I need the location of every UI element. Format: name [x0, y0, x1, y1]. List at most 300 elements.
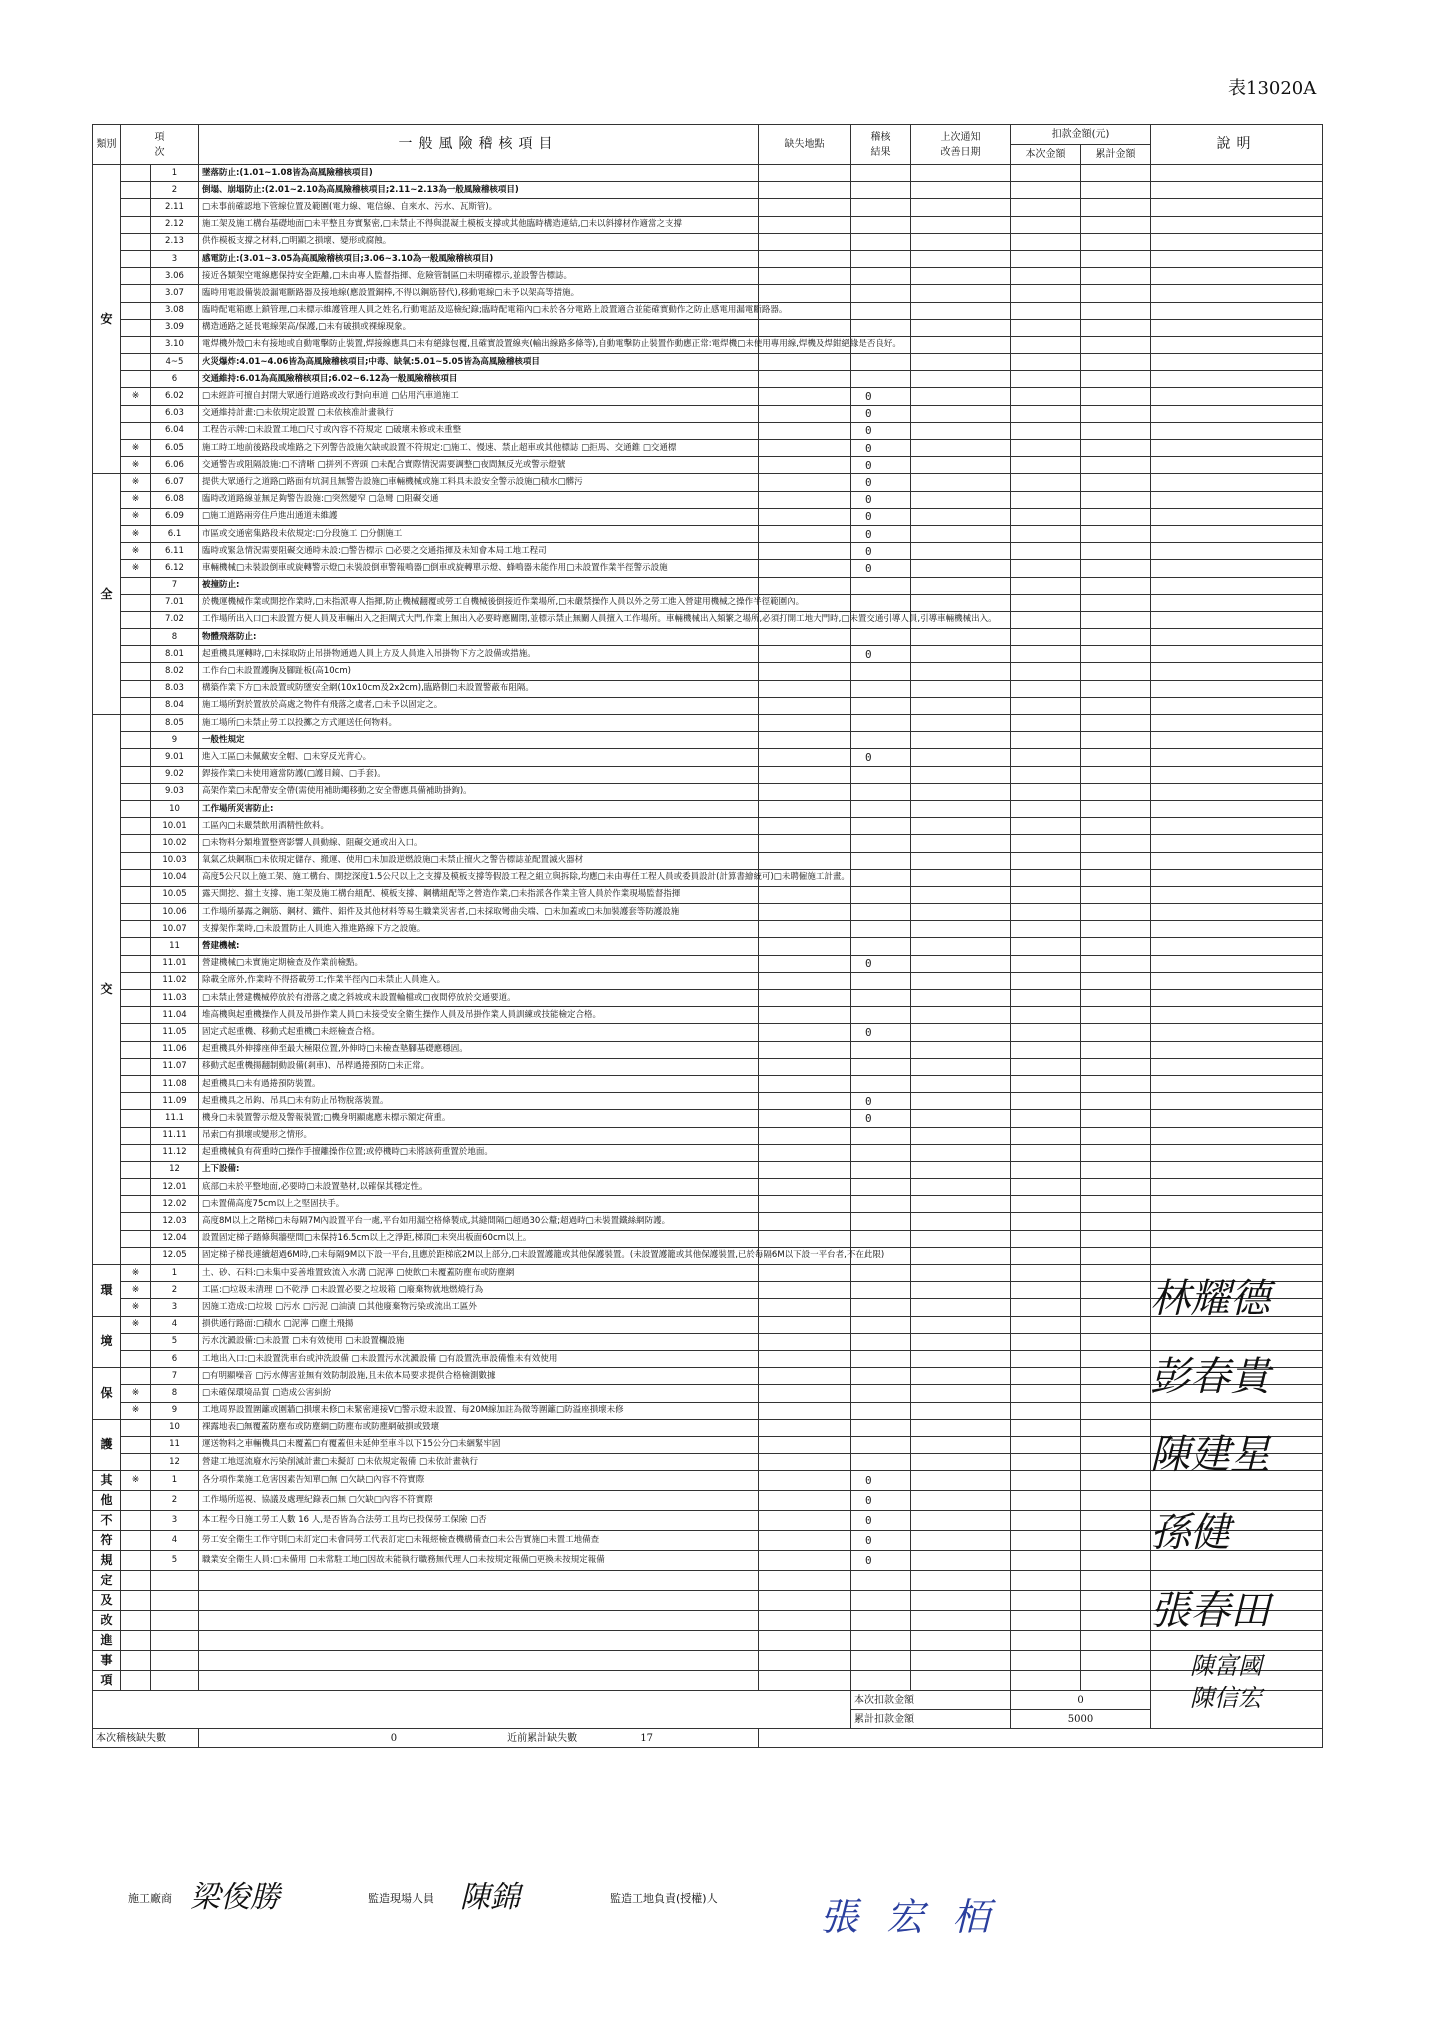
- notice-date: [911, 1144, 1011, 1161]
- deduction-current: [1011, 1436, 1081, 1453]
- remarks-cell: [1151, 835, 1323, 852]
- audit-item-text: 市區或交通密集路段未依規定:□分段施工 □分側施工: [199, 525, 759, 542]
- item-number: 11.09: [151, 1093, 199, 1110]
- remarks-cell: [1151, 1196, 1323, 1213]
- high-risk-mark: [121, 1671, 151, 1691]
- notice-date: [911, 955, 1011, 972]
- audit-result: [851, 302, 911, 319]
- audit-item-text: 施工場所□未禁止勞工以投擲之方式運送任何物料。: [199, 715, 759, 732]
- deduction-current: [1011, 371, 1081, 388]
- deduction-cumulative: [1081, 354, 1151, 371]
- audit-result: [851, 1368, 911, 1385]
- deduction-current: [1011, 388, 1081, 405]
- audit-result: [851, 250, 911, 267]
- item-number: 9: [151, 1402, 199, 1419]
- past-cumulative-value: 17: [640, 1732, 654, 1744]
- deduction-current: [1011, 1471, 1081, 1491]
- high-risk-mark: [121, 1551, 151, 1571]
- defect-location: [759, 1631, 851, 1651]
- audit-item-text: 起重機具□未有過捲預防裝置。: [199, 1075, 759, 1092]
- category-cell: 規: [93, 1551, 121, 1571]
- remarks-cell: [1151, 199, 1323, 216]
- high-risk-mark: ※: [121, 440, 151, 457]
- defect-location: [759, 1179, 851, 1196]
- deduction-current: [1011, 835, 1081, 852]
- defect-location: [759, 199, 851, 216]
- remarks-cell: [1151, 405, 1323, 422]
- deduction-cumulative: [1081, 1024, 1151, 1041]
- audit-result: [851, 285, 911, 302]
- deduction-cumulative: [1081, 1368, 1151, 1385]
- deduction-cumulative: [1081, 990, 1151, 1007]
- table-row: [93, 1333, 1323, 1350]
- item-number: 10.02: [151, 835, 199, 852]
- high-risk-mark: [121, 680, 151, 697]
- remarks-cell: [1151, 921, 1323, 938]
- deduction-cumulative: [1081, 869, 1151, 886]
- deduction-cumulative: [1081, 732, 1151, 749]
- header-audit-items: 一般風險稽核項目: [199, 125, 759, 165]
- audit-item-text: 高度5公尺以上施工架、施工構台、開挖深度1.5公尺以上之支撐及模板支撐等假設工程之組立與拆除,均應□未由專任工程人員或委員設計(計算書繪統可)□未聘僱施工計畫。: [199, 869, 759, 886]
- audit-result: 0: [851, 457, 911, 474]
- defect-location: [759, 268, 851, 285]
- table-row: [93, 1471, 1323, 1491]
- remarks-cell: [1151, 457, 1323, 474]
- remarks-cell: [1151, 749, 1323, 766]
- notice-date: [911, 388, 1011, 405]
- remarks-cell: [1151, 990, 1323, 1007]
- audit-item-text: 交通維持計畫:□未依規定設置 □未依核准計畫執行: [199, 405, 759, 422]
- high-risk-mark: [121, 1651, 151, 1671]
- high-risk-mark: [121, 319, 151, 336]
- defect-location: [759, 1491, 851, 1511]
- audit-item-text: 起重機具外伸撐座伸至最大極限位置,外伸時□未檢查墊腳基礎應穩固。: [199, 1041, 759, 1058]
- deduction-current: [1011, 1551, 1081, 1571]
- notice-date: [911, 886, 1011, 903]
- remarks-cell: [1151, 697, 1323, 714]
- item-number: 1: [151, 1471, 199, 1491]
- defect-location: [759, 1333, 851, 1350]
- item-number: 6.09: [151, 508, 199, 525]
- defect-location: [759, 1454, 851, 1471]
- item-number: 5: [151, 1551, 199, 1571]
- audit-result: [851, 1671, 911, 1691]
- item-number: 3.08: [151, 302, 199, 319]
- table-row: [93, 938, 1323, 955]
- defect-location: [759, 577, 851, 594]
- deduction-cumulative: [1081, 302, 1151, 319]
- table-row: [93, 302, 1323, 319]
- high-risk-mark: [121, 1454, 151, 1471]
- defect-location: [759, 165, 851, 182]
- audit-item-text: 工地出入口:□未設置洗車台或沖洗設備 □未設置污水沈澱設備 □有設置洗車設備惟未有效使用: [199, 1350, 759, 1367]
- high-risk-mark: [121, 1041, 151, 1058]
- item-number: [151, 1591, 199, 1611]
- notice-date: [911, 577, 1011, 594]
- item-number: 10.05: [151, 886, 199, 903]
- high-risk-mark: [121, 732, 151, 749]
- audit-result: [851, 319, 911, 336]
- category-cell: 改: [93, 1611, 121, 1631]
- deduction-current: [1011, 1144, 1081, 1161]
- audit-item-text: 工作場所巡視、協議及處理紀錄表□無 □欠缺□內容不符實際: [199, 1491, 759, 1511]
- audit-item-text: [199, 1591, 759, 1611]
- deduction-cumulative: [1081, 388, 1151, 405]
- defect-location: [759, 1093, 851, 1110]
- high-risk-mark: [121, 1179, 151, 1196]
- audit-result: [851, 1591, 911, 1611]
- table-row: [93, 783, 1323, 800]
- item-number: 5: [151, 1333, 199, 1350]
- header-notice-bottom: 改善日期: [940, 146, 981, 158]
- audit-result: [851, 371, 911, 388]
- table-row: [93, 1350, 1323, 1367]
- audit-item-text: 土、砂、石料:□未集中妥善堆置致流入水溝 □泥濘 □使飲□未覆蓋防塵布或防塵網: [199, 1265, 759, 1282]
- deduction-current: [1011, 783, 1081, 800]
- high-risk-mark: [121, 1196, 151, 1213]
- defect-location: [759, 1110, 851, 1127]
- side-signature-6: 陳富國: [1190, 1652, 1262, 1680]
- audit-result: [851, 990, 911, 1007]
- notice-date: [911, 1093, 1011, 1110]
- side-signature-3: 陳建星: [1150, 1432, 1270, 1478]
- table-row: [93, 1611, 1323, 1631]
- deduction-current: [1011, 1671, 1081, 1691]
- audit-item-text: 污水沈澱設備:□未設置 □未有效使用 □未設置欄設施: [199, 1333, 759, 1350]
- remarks-cell: [1151, 594, 1323, 611]
- item-number: 3.07: [151, 285, 199, 302]
- site-head-label: 監造工地負責(授權)人: [610, 1892, 718, 1905]
- table-row: [93, 1651, 1323, 1671]
- audit-item-text: 氧氣乙炔鋼瓶□未依規定儲存、搬運、使用□未加設逆燃設施□未禁止擅火之警告標誌並配置滅火器材: [199, 852, 759, 869]
- high-risk-mark: [121, 835, 151, 852]
- deduction-current: [1011, 869, 1081, 886]
- audit-result: [851, 869, 911, 886]
- defect-location: [759, 1368, 851, 1385]
- high-risk-mark: ※: [121, 543, 151, 560]
- high-risk-mark: [121, 783, 151, 800]
- remarks-cell: [1151, 319, 1323, 336]
- notice-date: [911, 233, 1011, 250]
- remarks-cell: [1151, 577, 1323, 594]
- audit-item-text: 車輛機械□未裝設倒車或旋轉警示燈□未裝設倒車警報鳴器□倒車或旋轉單示燈、蜂鳴器未能作用□未設置作業半徑警示設施: [199, 560, 759, 577]
- audit-defects-value: [199, 1729, 759, 1748]
- table-row: [93, 336, 1323, 353]
- deduction-current: [1011, 1075, 1081, 1092]
- category-cell: 不: [93, 1511, 121, 1531]
- audit-result: [851, 972, 911, 989]
- remarks-cell: [1151, 732, 1323, 749]
- deduction-current: [1011, 818, 1081, 835]
- defect-location: [759, 1299, 851, 1316]
- audit-result: 0: [851, 955, 911, 972]
- table-row: [93, 405, 1323, 422]
- high-risk-mark: [121, 1611, 151, 1631]
- notice-date: [911, 1491, 1011, 1511]
- item-number: 8.02: [151, 663, 199, 680]
- audit-result: 0: [851, 405, 911, 422]
- notice-date: [911, 904, 1011, 921]
- audit-item-text: 底部□未於平整地面,必要時□未設置墊材,以確保其穩定性。: [199, 1179, 759, 1196]
- audit-item-text: □施工道路兩旁住戶進出通道未維護: [199, 508, 759, 525]
- remarks-cell: [1151, 663, 1323, 680]
- remarks-cell: [1151, 886, 1323, 903]
- audit-item-text: 電焊機外殼□未有接地或自動電擊防止裝置,焊接線應具□未有絕緣包覆,且確實設置線夾(輸出線路多條等),自動電擊防止裝置作動應正常:電焊機□未使用專用線,焊機及焊鉗絕緣是否良好。: [199, 336, 759, 353]
- high-risk-mark: [121, 1024, 151, 1041]
- deduction-current: [1011, 1282, 1081, 1299]
- audit-result: 0: [851, 543, 911, 560]
- header-result-top: 稽核: [870, 131, 891, 143]
- high-risk-mark: [121, 1247, 151, 1264]
- table-row: [93, 594, 1323, 611]
- category-cell: 事: [93, 1651, 121, 1671]
- deduction-cumulative: [1081, 525, 1151, 542]
- deduction-current: [1011, 646, 1081, 663]
- item-number: 10: [151, 800, 199, 817]
- deduction-current: [1011, 1024, 1081, 1041]
- high-risk-mark: [121, 1368, 151, 1385]
- notice-date: [911, 1419, 1011, 1436]
- audit-item-text: 供作模板支撐之材料,□明顯之損壞、變形或腐蝕。: [199, 233, 759, 250]
- high-risk-mark: [121, 1110, 151, 1127]
- defect-location: [759, 629, 851, 646]
- notice-date: [911, 1247, 1011, 1264]
- audit-result: [851, 766, 911, 783]
- notice-date: [911, 1075, 1011, 1092]
- remarks-cell: [1151, 1213, 1323, 1230]
- defect-location: [759, 1671, 851, 1691]
- notice-date: [911, 1531, 1011, 1551]
- deduction-cumulative: [1081, 1611, 1151, 1631]
- notice-date: [911, 1161, 1011, 1178]
- table-row: [93, 508, 1323, 525]
- high-risk-mark: [121, 800, 151, 817]
- notice-date: [911, 354, 1011, 371]
- notice-date: [911, 646, 1011, 663]
- deduction-cumulative: [1081, 474, 1151, 491]
- item-number: 4: [151, 1531, 199, 1551]
- audit-item-text: 營建工地逕流廢水污染削減計畫□未擬訂 □未依規定報備 □未依計畫執行: [199, 1454, 759, 1471]
- table-row: [93, 1058, 1323, 1075]
- audit-result: 0: [851, 491, 911, 508]
- totals-bottom-blank: [759, 1729, 1323, 1748]
- notice-date: [911, 216, 1011, 233]
- audit-item-text: 高架作業□未配帶安全帶(需使用補助繩移動之安全帶應具備補助掛鉤)。: [199, 783, 759, 800]
- table-row: [93, 268, 1323, 285]
- defect-location: [759, 766, 851, 783]
- remarks-cell: [1151, 182, 1323, 199]
- header-notice: [911, 125, 1011, 165]
- deduction-cumulative: [1081, 697, 1151, 714]
- defect-location: [759, 783, 851, 800]
- notice-date: [911, 1454, 1011, 1471]
- high-risk-mark: [121, 165, 151, 182]
- audit-item-text: 施工架及施工構台基礎地面□未平整且夯實緊密,□未禁止不得與混凝土模板支撐或其他臨時構造連結,□未以斜撐材作適當之支撐: [199, 216, 759, 233]
- defect-location: [759, 1196, 851, 1213]
- deduction-current: [1011, 336, 1081, 353]
- audit-result: [851, 1299, 911, 1316]
- defect-location: [759, 1075, 851, 1092]
- item-number: 10.01: [151, 818, 199, 835]
- deduction-cumulative: [1081, 1571, 1151, 1591]
- header-item-no: [121, 125, 199, 165]
- notice-date: [911, 1385, 1011, 1402]
- cumulative-deduction-label: 累計扣款金額: [851, 1710, 1011, 1729]
- audit-item-text: 物體飛落防止:: [199, 629, 759, 646]
- notice-date: [911, 560, 1011, 577]
- remarks-cell: [1151, 1161, 1323, 1178]
- high-risk-mark: [121, 216, 151, 233]
- deduction-cumulative: [1081, 1093, 1151, 1110]
- category-cell: 及: [93, 1591, 121, 1611]
- notice-date: [911, 732, 1011, 749]
- deduction-cumulative: [1081, 440, 1151, 457]
- deduction-current: [1011, 165, 1081, 182]
- item-number: 4: [151, 1316, 199, 1333]
- defect-location: [759, 955, 851, 972]
- remarks-cell: [1151, 508, 1323, 525]
- item-number: 2: [151, 1282, 199, 1299]
- item-number: 11.06: [151, 1041, 199, 1058]
- notice-date: [911, 697, 1011, 714]
- remarks-cell: [1151, 972, 1323, 989]
- category-cell: 進: [93, 1631, 121, 1651]
- table-row: [93, 422, 1323, 439]
- item-number: 8.04: [151, 697, 199, 714]
- audit-item-text: 勞工安全衛生工作守則□未訂定□未會同勞工代表訂定□未報經檢查機構備查□未公告實施□未置工地備查: [199, 1531, 759, 1551]
- deduction-cumulative: [1081, 1491, 1151, 1511]
- deduction-current: [1011, 560, 1081, 577]
- notice-date: [911, 1007, 1011, 1024]
- deduction-cumulative: [1081, 560, 1151, 577]
- deduction-cumulative: [1081, 818, 1151, 835]
- audit-item-text: 工作台□未設置護胸及腳趾板(高10cm): [199, 663, 759, 680]
- notice-date: [911, 1571, 1011, 1591]
- deduction-current: [1011, 233, 1081, 250]
- item-number: 3: [151, 250, 199, 267]
- item-number: [151, 1611, 199, 1631]
- table-row: [93, 886, 1323, 903]
- item-number: 11.07: [151, 1058, 199, 1075]
- table-row: [93, 1631, 1323, 1651]
- category-cell: 定: [93, 1571, 121, 1591]
- audit-item-text: 進入工區□未佩戴安全帽、□未穿反光背心。: [199, 749, 759, 766]
- high-risk-mark: [121, 268, 151, 285]
- deduction-current: [1011, 491, 1081, 508]
- deduction-cumulative: [1081, 577, 1151, 594]
- notice-date: [911, 250, 1011, 267]
- notice-date: [911, 938, 1011, 955]
- notice-date: [911, 525, 1011, 542]
- table-row: [93, 457, 1323, 474]
- audit-result: [851, 783, 911, 800]
- table-row: [93, 440, 1323, 457]
- deduction-cumulative: [1081, 1385, 1151, 1402]
- deduction-cumulative: [1081, 1110, 1151, 1127]
- table-row: [93, 1247, 1323, 1264]
- notice-date: [911, 543, 1011, 560]
- high-risk-mark: ※: [121, 560, 151, 577]
- item-number: 2: [151, 182, 199, 199]
- header-deduction-cumulative: 累計金額: [1081, 145, 1151, 165]
- notice-date: [911, 990, 1011, 1007]
- remarks-cell: [1151, 904, 1323, 921]
- table-row: [93, 732, 1323, 749]
- notice-date: [911, 818, 1011, 835]
- audit-item-text: □未置備高度75cm以上之堅固扶手。: [199, 1196, 759, 1213]
- totals-section: [93, 1691, 1323, 1748]
- deduction-cumulative: [1081, 319, 1151, 336]
- deduction-cumulative: [1081, 1531, 1151, 1551]
- defect-location: [759, 1511, 851, 1531]
- contractor-label: 施工廠商: [128, 1892, 172, 1905]
- audit-defects-number: 0: [390, 1732, 398, 1744]
- high-risk-mark: ※: [121, 525, 151, 542]
- deduction-current: [1011, 1058, 1081, 1075]
- header-deduction-current: 本次金額: [1011, 145, 1081, 165]
- defect-location: [759, 319, 851, 336]
- deduction-current: [1011, 852, 1081, 869]
- remarks-cell: [1151, 800, 1323, 817]
- notice-date: [911, 1631, 1011, 1651]
- high-risk-mark: [121, 405, 151, 422]
- audit-result: [851, 938, 911, 955]
- deduction-cumulative: [1081, 1454, 1151, 1471]
- remarks-cell: [1151, 474, 1323, 491]
- table-row: [93, 577, 1323, 594]
- deduction-current: [1011, 182, 1081, 199]
- audit-result: [851, 1402, 911, 1419]
- table-row: [93, 1024, 1323, 1041]
- table-row: [93, 525, 1323, 542]
- deduction-current: [1011, 1368, 1081, 1385]
- deduction-current: [1011, 422, 1081, 439]
- audit-result: [851, 1282, 911, 1299]
- audit-result: [851, 216, 911, 233]
- item-number: [151, 1671, 199, 1691]
- remarks-cell: [1151, 766, 1323, 783]
- item-number: 12.04: [151, 1230, 199, 1247]
- item-number: 8: [151, 1385, 199, 1402]
- audit-result: [851, 1230, 911, 1247]
- high-risk-mark: [121, 1436, 151, 1453]
- defect-location: [759, 972, 851, 989]
- remarks-cell: [1151, 611, 1323, 628]
- audit-item-text: 臨時用電設備裝設漏電斷路器及接地線(應設置銅棒,不得以鋼筋替代),移動電線□未予以架高等措施。: [199, 285, 759, 302]
- defect-location: [759, 508, 851, 525]
- audit-result: [851, 904, 911, 921]
- deduction-cumulative: [1081, 508, 1151, 525]
- audit-item-text: 起重機具之吊鈎、吊具□未有防止吊物脫落裝置。: [199, 1093, 759, 1110]
- high-risk-mark: [121, 972, 151, 989]
- defect-location: [759, 818, 851, 835]
- item-number: 2.11: [151, 199, 199, 216]
- category-cell: 符: [93, 1531, 121, 1551]
- deduction-cumulative: [1081, 955, 1151, 972]
- item-number: 4~5: [151, 354, 199, 371]
- deduction-cumulative: [1081, 1179, 1151, 1196]
- deduction-cumulative: [1081, 1419, 1151, 1436]
- audit-item-text: 營建機械□未實施定期檢查及作業前檢點。: [199, 955, 759, 972]
- deduction-current: [1011, 1419, 1081, 1436]
- deduction-cumulative: [1081, 1350, 1151, 1367]
- deduction-cumulative: [1081, 594, 1151, 611]
- notice-date: [911, 869, 1011, 886]
- deduction-cumulative: [1081, 886, 1151, 903]
- deduction-current: [1011, 886, 1081, 903]
- notice-date: [911, 1213, 1011, 1230]
- item-number: 2.13: [151, 233, 199, 250]
